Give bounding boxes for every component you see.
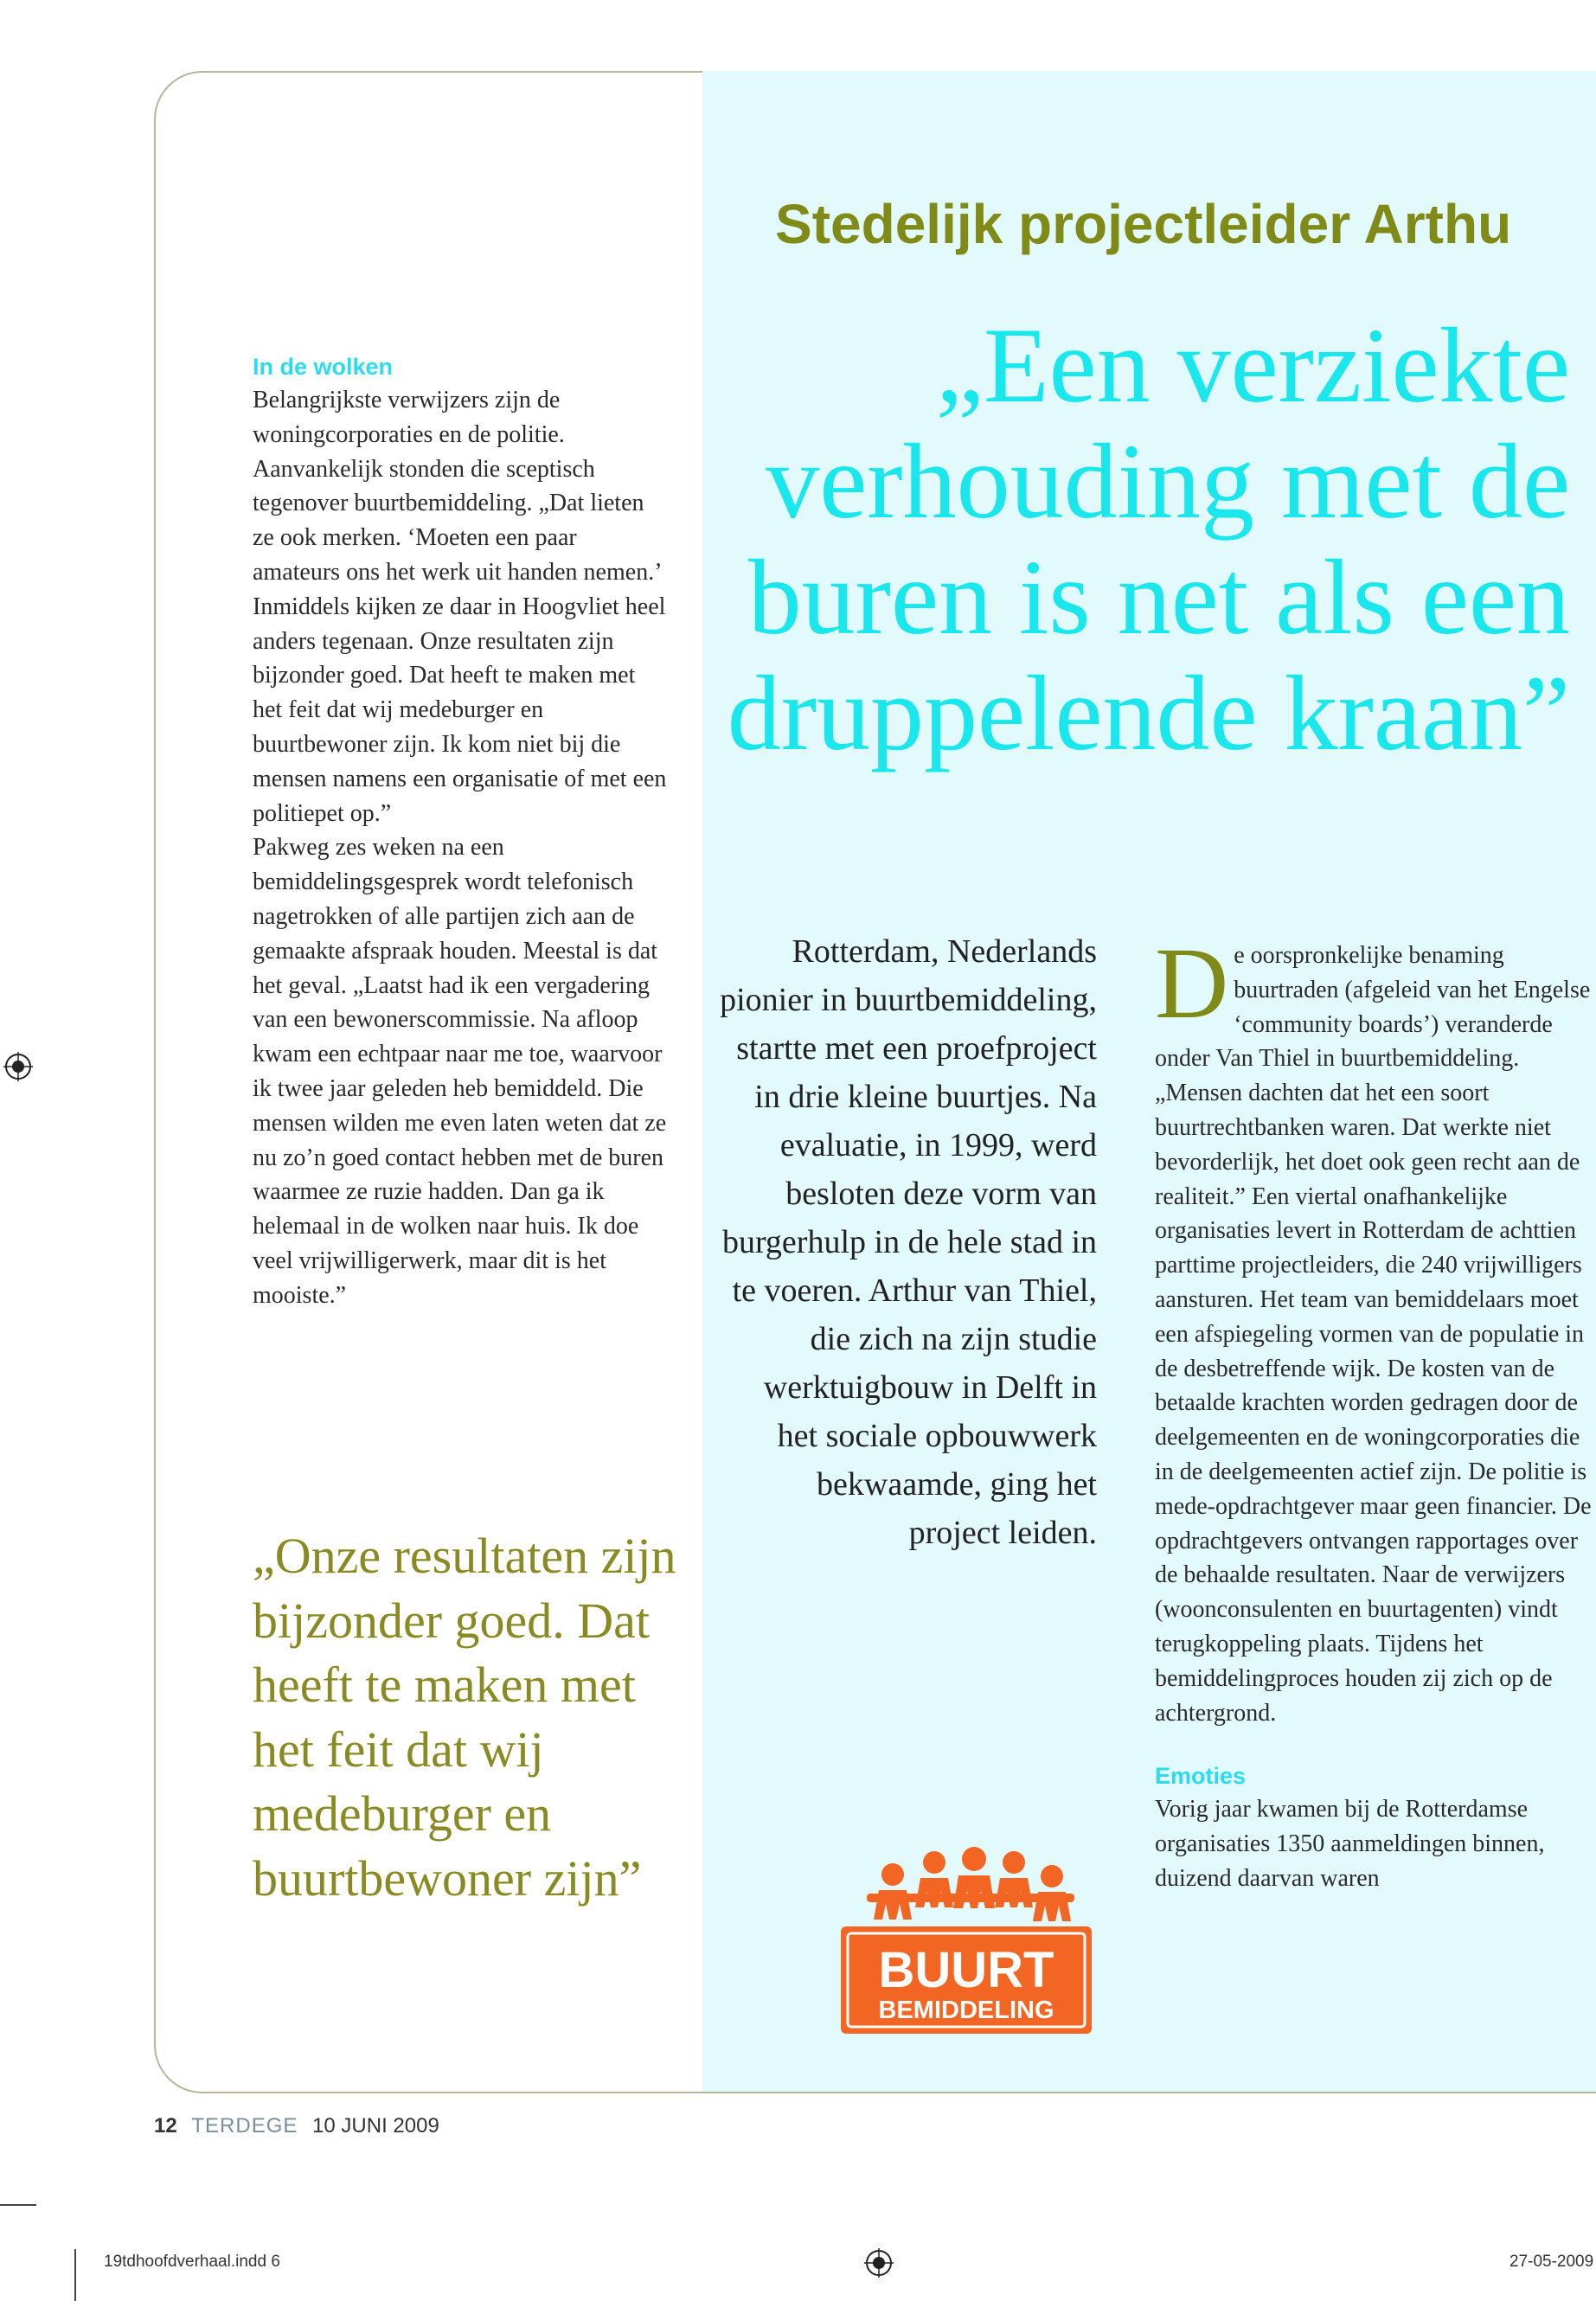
page-footer [154,2114,439,2138]
left-body-paragraph-1: Belangrijkste verwijzers zijn de woningcorporaties en de politie. Aanvankelijk stonden die sceptisch tegenover buurtbemiddeling. „Dat lieten ze ook merken. ‘Moeten een paar amateurs ons het werk uit handen nemen.’ Inmiddels kijken ze daar in Hoogvliet heel anders tegenaan. Onze resultaten zijn bijzonder goed. Dat heeft te maken met het feit dat wij medeburger en buurtbewoner zijn. Ik kom niet bij die mensen namens een organisatie of met een politiepet op.” [253,387,667,827]
crop-mark [74,2249,76,2301]
logo-line-1: BUURT [878,1942,1054,1998]
paper-people-icon [867,1847,1074,1921]
right-body-paragraph-1 [1155,939,1596,1730]
crop-mark [0,2204,36,2206]
intro-paragraph: Rotterdam, Nederlands pionier in buurtbemiddeling, startte met een proefproject in drie kleine buurtjes. Na evaluatie, in 1999, werd besloten deze vorm van burgerhulp in de hele stad in te voeren. Arthur van Thiel, die zich na zijn studie werktuigbouw in Delft in het sociale opbouwwerk bekwaamde, ging het project leiden. [720,933,1097,1551]
left-column [253,350,668,1313]
page-number: 12 [154,2114,177,2138]
slug-date: 27-05-2009 [1509,2253,1594,2271]
logo-line-2: BEMIDDELING [878,1997,1054,2024]
right-body-text: e oorspronkelijke benaming buurtraden (afgeleid van het Engelse ‘community boards’) veranderde onder Van Thiel in buurtbemiddeling. „Mensen dachten dat het een soort buurtrechtbanken waren. Dat werkte niet bevorderlijk, het doet ook geen recht aan de realiteit.” Een viertal onafhankelijke organisaties levert in Rotterdam de achttien parttime projectleiders, die 240 vrijwilligers aansturen. Het team van bemiddelaars moet een afspiegeling vormen van de populatie in de desbetreffende wijk. De kosten van de betaalde krachten worden gedragen door de deelgemeenten en de woningcorporaties die in de deelgemeenten actief zijn. De politie is mede-opdrachtgever maar geen financier. De opdrachtgevers ontvangen rapportages over de behaalde resultaten. Naar de verwijzers (woonconsulenten en buurtagenten) vindt terugkoppeling plaats. Tijdens het bemiddelingproces houden zij zich op de achtergrond. [1155,942,1592,1727]
headline-quote: „Een verziekte verhouding met de buren is net als een druppelende kraan” [727,306,1570,772]
right-body-paragraph-2: Vorig jaar kwamen bij de Rotterdamse organisaties 1350 aanmeldingen binnen, duizend daarvan waren [1155,1796,1545,1892]
registration-mark-icon [3,1052,33,1081]
buurtbemiddeling-logo [836,1847,1097,2039]
issue-date: 10 JUNI 2009 [312,2114,439,2138]
subhead-emoties: Emoties [1155,1763,1247,1790]
registration-mark-icon [864,2248,894,2278]
left-body-paragraph-2: Pakweg zes weken na een bemiddelingsgesprek wordt telefonisch nagetrokken of alle partijen zich aan de gemaakte afspraak houden. Meestal is dat het geval. „Laatst had ik een vergadering van een bewonerscommissie. Na afloop kwam een echtpaar naar me toe, waarvoor ik twee jaar geleden heb bemiddeld. Die mensen wilden me even laten weten dat ze nu zo’n goed contact hebben met de buren waarmee ze ruzie hadden. Dan ga ik helemaal in de wolken naar huis. Ik doe veel vrijwilligerwerk, maar dit is het mooiste.” [253,834,667,1309]
drop-cap: D [1155,939,1229,1040]
article-header: Stedelijk projectleider Arthu [775,193,1512,255]
pull-quote: „Onze resultaten zijn bijzonder goed. Dat heeft te maken met het feit dat wij medeburger en buurtbewoner zijn” [253,1528,676,1907]
magazine-name: TERDEGE [191,2114,298,2138]
slug-filename: 19tdhoofdverhaal.indd 6 [104,2253,280,2271]
subhead-in-de-wolken: In de wolken [253,354,394,380]
right-column [1155,939,1596,1896]
